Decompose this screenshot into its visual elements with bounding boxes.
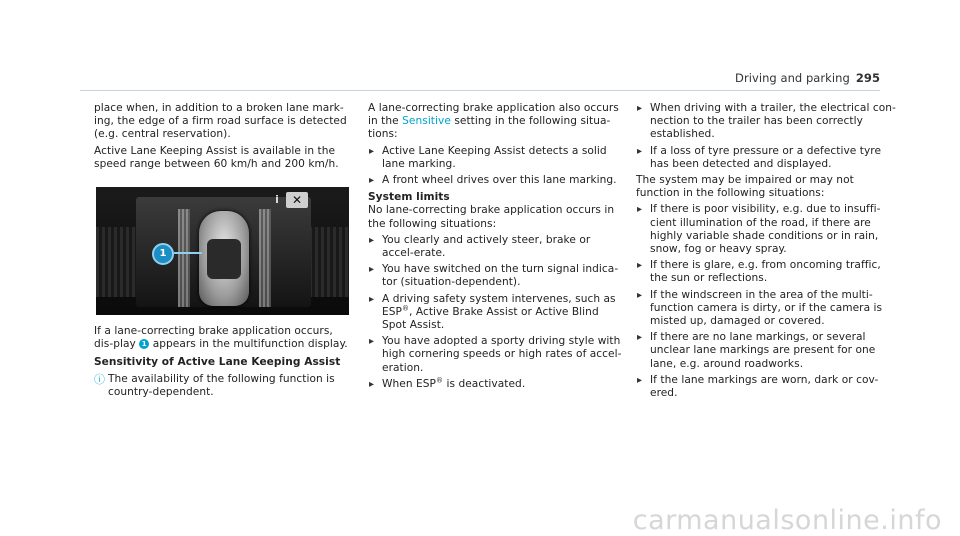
bullet-list-impairments xyxy=(636,203,898,400)
list-item: ▸ You clearly and actively steer, brake or accel-erate. xyxy=(368,234,623,260)
vehicle-icon xyxy=(199,211,249,306)
esp-deactivated-pre: When ESP xyxy=(382,377,436,390)
section-title: Driving and parking xyxy=(735,71,850,85)
column-middle xyxy=(368,102,623,391)
list-item: ▸ If there are no lane markings, or several unclear lane markings are present for one lane, e.g. around roadworks. xyxy=(636,331,898,371)
esp-text-post: , Active Brake Assist or Active Blind Spot Assist. xyxy=(382,305,599,332)
paragraph-speed-range: Active Lane Keeping Assist is available in the speed range between 60 km/h and 200 km/h. xyxy=(94,144,339,170)
caption-text-pre: If a lane-correcting brake application occurs, dis-play xyxy=(94,325,333,351)
info-note-icon: ⓘ xyxy=(94,372,106,386)
list-item xyxy=(368,293,623,333)
intro-text-pre: A lane-correcting brake application also occurs in the xyxy=(368,102,619,128)
heading-sensitivity: Sensitivity of Active Lane Keeping Assist xyxy=(94,356,341,369)
note-text: The availability of the following function is country-dependent. xyxy=(108,372,335,398)
list-item: ▸ If there is poor visibility, e.g. due to insuffi-cient illumination of the road, if there are highly variable shade conditions or in rain, snow, fog or heavy spray. xyxy=(636,203,898,256)
note-block xyxy=(94,373,352,399)
bullet-list-continued xyxy=(636,102,898,171)
list-item: ▸ Active Lane Keeping Assist detects a solid lane marking. xyxy=(368,145,623,171)
esp-deactivated-post: is deactivated. xyxy=(443,377,526,390)
list-item xyxy=(368,378,623,391)
intro-text-post: setting in the following situa-tions: xyxy=(368,115,611,141)
list-item: ▸ If the windscreen in the area of the multi-function camera is dirty, or if the camera is misted up, damaged or covered. xyxy=(636,289,898,329)
list-item: ▸ A front wheel drives over this lane marking. xyxy=(368,174,623,187)
column-left xyxy=(94,102,352,171)
registered-mark: ® xyxy=(401,304,410,313)
paragraph-continuation: place when, in addition to a broken lane mark-ing, the edge of a firm road surface is detected (e.g. central reservation). xyxy=(94,102,347,141)
watermark: carmanualsonline.info xyxy=(632,504,942,536)
callout-badge: 1 xyxy=(152,243,174,265)
vehicle-roof xyxy=(207,239,241,279)
lane-marking-left xyxy=(178,209,190,307)
list-item: ▸ You have switched on the turn signal indica-tor (situation-dependent). xyxy=(368,263,623,289)
registered-mark: ® xyxy=(436,376,444,385)
lane-marking-right xyxy=(259,209,271,307)
column-right xyxy=(636,102,898,400)
list-item: ▸ If there is glare, e.g. from oncoming traffic, the sun or reflections. xyxy=(636,259,898,285)
info-icon: i xyxy=(275,193,279,206)
caption-callout-number: 1 xyxy=(139,339,149,349)
heading-system-limits: System limits xyxy=(368,191,450,204)
sensitive-setting-link[interactable]: Sensitive xyxy=(402,115,451,128)
multifunction-display-figure xyxy=(96,187,349,315)
esp-text-pre: A driving safety system intervenes, such as ESP xyxy=(382,292,616,318)
header-rule xyxy=(80,90,880,91)
list-item: ▸ If a loss of tyre pressure or a defective tyre has been detected and displayed. xyxy=(636,145,898,171)
close-icon: ✕ xyxy=(286,192,308,208)
figure-caption xyxy=(94,325,352,351)
page-number: 295 xyxy=(855,71,880,85)
paragraph-limits-intro: No lane-correcting brake application occurs in the following situations: xyxy=(368,204,615,230)
page-header xyxy=(735,72,880,85)
figure-side-left xyxy=(96,227,136,297)
column-left-lower xyxy=(94,325,352,399)
list-item: ▸ You have adopted a sporty driving style with high cornering speeds or high rates of accel-eration. xyxy=(368,335,623,375)
bullet-list-situations xyxy=(368,145,623,188)
callout-leader-line xyxy=(174,252,202,254)
caption-text-post: appears in the multifunction display. xyxy=(152,338,348,351)
figure-side-right xyxy=(309,227,349,297)
list-item: ▸ If the lane markings are worn, dark or cov-ered. xyxy=(636,374,898,400)
bullet-list-limits xyxy=(368,234,623,391)
list-item: ▸ When driving with a trailer, the electrical con-nection to the trailer has been correctly established. xyxy=(636,102,898,142)
paragraph-impairment-intro: The system may be impaired or may not function in the following situations: xyxy=(636,174,854,200)
paragraph-sensitive-setting xyxy=(368,102,623,142)
